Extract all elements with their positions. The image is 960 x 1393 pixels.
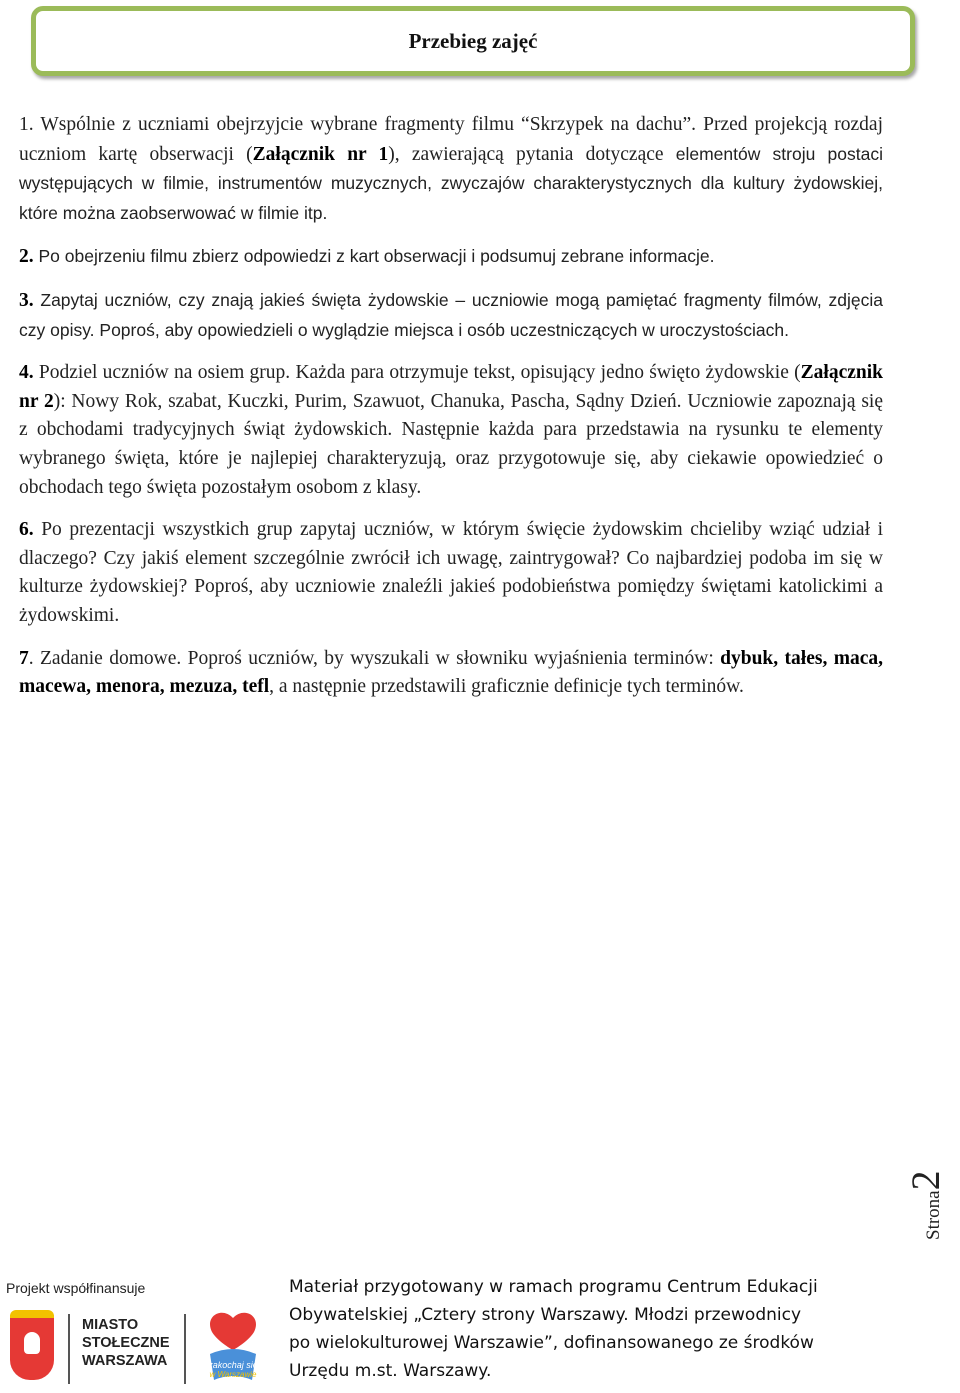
page-number-label: Strona <box>923 1190 944 1240</box>
svg-text:zakochaj się: zakochaj się <box>208 1360 258 1370</box>
step-4 <box>19 359 883 502</box>
step-text: . Zadanie domowe. Poproś uczniów, by wyszukali w słowniku wyjaśnienia terminów: <box>28 647 721 669</box>
page-number <box>902 1160 960 1240</box>
step-3 <box>19 286 883 345</box>
step-6 <box>19 516 883 630</box>
step-number: 7 <box>19 647 29 669</box>
footer-line: Materiał przygotowany w ramach programu Centrum Edukacji <box>289 1277 818 1297</box>
footer-logos <box>6 1280 276 1390</box>
step-1 <box>19 111 883 228</box>
footer-line: po wielokulturowej Warszawie”, dofinansowanego ze środków <box>289 1333 814 1353</box>
step-text: . Wspólnie z uczniami obejrzyjcie wybrane fragmenty filmu “Skrzypek na dachu”. Przed projekcją rozdaj uczniom kartę obserwacji ( <box>19 114 883 165</box>
footer-line: Obywatelskiej „Cztery strony Warszawy. Młodzi przewodnicy <box>289 1305 802 1325</box>
step-text: Po prezentacji wszystkich grup zapytaj uczniów, w którym święcie żydowskim chcieliby wziąć udział i dlaczego? Czy jakiś element szczególnie zwrócił ich uwagę, zaintrygował? Co najbardziej podoba im się w kulturze żydowskiej? Poproś, aby uczniowie znaleźli jakieś podobieństwa pomiędzy świętami katolickimi a żydowskimi. <box>19 519 883 626</box>
step-7 <box>19 645 883 702</box>
lesson-steps <box>19 111 883 716</box>
city-line: MIASTO <box>82 1317 139 1333</box>
cofinance-caption: Projekt współfinansuje <box>6 1280 146 1296</box>
divider <box>184 1314 186 1384</box>
svg-text:w Warszawie: w Warszawie <box>209 1370 257 1379</box>
section-title: Przebieg zajęć <box>408 28 538 53</box>
city-line: WARSZAWA <box>82 1353 168 1369</box>
page-number-value: 2 <box>903 1170 948 1191</box>
attachment-reference: Załącznik nr 1 <box>252 143 389 165</box>
section-header-box <box>31 6 915 76</box>
step-number: 6. <box>19 519 34 541</box>
footer-line: Urzędu m.st. Warszawy. <box>289 1361 492 1381</box>
city-line: STOŁECZNE <box>82 1335 170 1351</box>
zakochaj-w-warszawie-logo-icon <box>200 1310 266 1386</box>
footer-note <box>289 1273 889 1385</box>
divider <box>68 1314 70 1384</box>
step-text: Poproś, aby opowiedzieli o wyglądzie miejsca i osób uczestniczących w uroczystościach. <box>94 319 790 340</box>
attachment-reference: Załącznik nr 2 <box>19 362 883 412</box>
step-text: ): Nowy Rok, szabat, Kuczki, Purim, Szawuot, Chanuka, Pascha, Sądny Dzień. Uczniowie zapoznają się z obchodami tradycyjnych świąt żydowskich. Następnie każda para przedstawia na rysunku te elementy wybranego święta, które je najlepiej charakteryzują, oraz przygotowuje się, aby ciekawie opowiedzieć o obchodach tego święta pozostałym osobom z klasy. <box>19 390 883 498</box>
step-number: 2. <box>19 246 34 268</box>
step-number: 4. <box>19 362 34 384</box>
step-text: , a następnie przedstawili graficznie definicje tych terminów. <box>269 676 744 698</box>
step-text: ), zawierającą pytania dotyczące <box>388 143 676 165</box>
step-2 <box>19 242 883 272</box>
step-text: Po obejrzeniu filmu zbierz odpowiedzi z kart obserwacji i podsumuj zebrane informacje. <box>33 246 715 267</box>
warsaw-crest-icon <box>10 1310 54 1380</box>
terms-list: dybuk, tałes, maca, macewa, menora, mezuza, tefl <box>19 647 883 698</box>
step-number: 3. <box>19 289 34 311</box>
step-number: 1 <box>19 114 29 135</box>
city-logo-text <box>82 1316 170 1370</box>
step-text: Podziel uczniów na osiem grup. Każda para otrzymuje tekst, opisujący jedno święto żydowskie ( <box>33 362 801 384</box>
step-text: Zapytaj uczniów, czy znają jakieś święta żydowskie – uczniowie mogą pamiętać fragmenty filmów, zdjęcia czy opisy. <box>19 289 883 340</box>
step-text: elementów stroju postaci występujących w filmie, instrumentów muzycznych, zwyczajów charakterystycznych dla kultury żydowskiej, które można zaobserwować w filmie itp. <box>19 143 883 223</box>
